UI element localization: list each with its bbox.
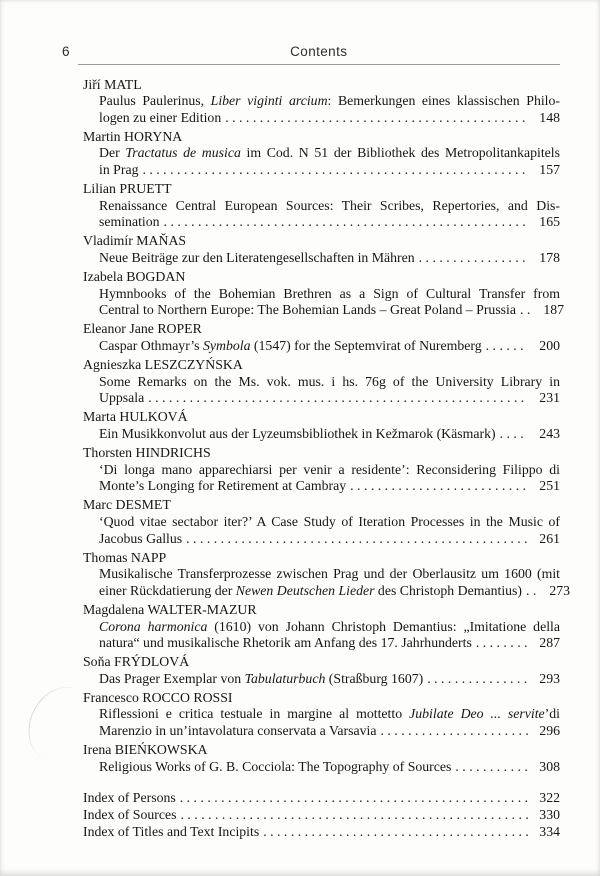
toc-author: Marc DESMET: [83, 497, 171, 513]
title-text-segment: Marenzio in un’intavolatura conservata a Varsavia: [99, 723, 377, 739]
dot-leader: [482, 338, 528, 355]
title-italic-segment: Corona harmonica: [99, 618, 208, 634]
entry-page-number: 148: [539, 109, 560, 125]
title-text-segment: ‘Di longa mano apparechiarsi per venir a residente’: Reconsidering Filippo di: [99, 461, 560, 477]
title-text-segment: Ein Musikkonvolut aus der Lyzeumsbibliothek in Kežmarok (Käsmark): [99, 425, 496, 441]
dot-leader: [221, 110, 528, 127]
toc-entry: [83, 269, 565, 319]
title-text-segment: semination: [99, 214, 160, 230]
header-page-number: 6: [62, 44, 70, 59]
title-text-segment: Jacobus Gallus: [99, 530, 183, 546]
index-label: Index of Persons: [83, 790, 176, 806]
toc-title-text: [99, 302, 516, 319]
title-text-segment: in Prag: [99, 162, 139, 178]
dot-leader: [415, 250, 528, 267]
title-text-segment: Caspar Othmayr’s: [99, 338, 203, 353]
title-text-segment: (1547) for the Septemvirat of Nuremberg: [250, 338, 482, 353]
title-text-segment: : Bemerkungen eines klassischen Philo-: [327, 93, 560, 109]
toc-title-text: [99, 110, 221, 127]
title-text-segment: (1610) von Johann Christoph Demantius: „Imitatione della: [207, 618, 560, 634]
toc-author: Thorsten HINDRICHS: [83, 445, 211, 461]
toc-title-text: [99, 514, 560, 529]
title-italic-segment: Newen Deutschen Lieder: [235, 582, 375, 598]
dot-leader: [177, 807, 529, 824]
page-title: Contents: [290, 44, 348, 59]
toc-title-line: [99, 198, 560, 215]
toc-title-line: [99, 145, 560, 162]
toc-title-text: [99, 374, 560, 389]
toc-title-line: [99, 93, 560, 110]
entry-page-number: 261: [539, 530, 560, 546]
toc-title-line: [99, 338, 560, 355]
toc-title-line: [99, 250, 560, 267]
title-text-segment: des Christoph Demantius): [374, 582, 523, 598]
entry-page-number: 273: [549, 582, 571, 598]
entry-page-number: 165: [539, 214, 560, 230]
toc-title-text: [99, 723, 377, 740]
toc-title-line: [99, 214, 560, 231]
toc-title-text: [99, 635, 472, 652]
toc-author: Eleanor Jane ROPER: [83, 321, 202, 337]
title-text-segment: Monte’s Longing for Retirement at Cambray: [99, 478, 347, 494]
toc-author: Irena BIEŃKOWSKA: [83, 742, 208, 758]
toc-entries: [83, 76, 571, 776]
index-label: Index of Titles and Text Incipits: [83, 823, 260, 839]
toc-title-line: [99, 671, 560, 688]
title-italic-segment: Symbola: [202, 338, 251, 353]
toc-title-line: [99, 759, 560, 776]
toc-title-text: [99, 671, 423, 688]
toc-title-text: [99, 198, 560, 213]
title-text-segment: Hymnbooks of the Bohemian Brethren as a Sign of Cultural Transfer from: [99, 285, 560, 301]
toc-title-line: [99, 162, 560, 179]
toc-title-line: [99, 514, 560, 531]
dot-leader: [160, 214, 528, 231]
toc-title-text: [99, 759, 451, 776]
toc-author: Francesco ROCCO ROSSI: [83, 689, 233, 705]
index-label: Index of Sources: [83, 806, 177, 822]
toc-title-text: [99, 478, 346, 495]
toc-title-line: [99, 706, 560, 723]
page-header: [62, 44, 560, 65]
entry-page-number: 293: [539, 670, 560, 686]
toc-title-line: [99, 390, 560, 407]
title-text-segment: Paulus Paulerinus,: [99, 93, 211, 109]
toc-title-text: [99, 706, 560, 721]
dot-leader: [346, 478, 528, 495]
entry-page-number: 334: [539, 823, 560, 839]
toc-author: Lilian PRUETT: [83, 181, 172, 197]
entry-page-number: 231: [539, 390, 560, 406]
dot-leader: [423, 671, 528, 688]
entry-page-number: 322: [539, 790, 560, 806]
toc-entry: [83, 77, 560, 127]
toc-entry: [83, 233, 560, 266]
toc-title-text: [99, 214, 160, 231]
toc-title-line: [99, 110, 560, 127]
dot-leader: [259, 824, 528, 841]
toc-author: Jiří MATL: [83, 76, 142, 92]
toc-entry: [83, 321, 560, 354]
title-text-segment: Musikalische Transferprozesse zwischen Prag und der Oberlausitz um 1600 (mit: [99, 566, 560, 582]
toc-title-text: [99, 619, 560, 634]
toc-entry: [83, 445, 560, 495]
title-text-segment: im Cod. N 51 der Bibliothek des Metropolitankapitels: [240, 145, 560, 161]
toc-entry: [83, 181, 560, 231]
toc-title-text: [99, 338, 482, 355]
toc-title-text: [99, 426, 496, 443]
entry-page-number: 308: [539, 758, 560, 774]
title-italic-segment: Jubilate Deo ... servite: [409, 706, 545, 722]
toc-entry: [83, 690, 560, 740]
index-list: [83, 790, 560, 840]
toc-author: Vladimír MAŇAS: [83, 233, 187, 249]
title-text-segment: Riflessioni e critica testuale in margine al mottetto: [99, 706, 410, 722]
title-italic-segment: Liber viginti arcium: [210, 93, 328, 109]
toc-author: Soňa FRÝDLOVÁ: [83, 654, 190, 670]
dot-leader: [144, 390, 528, 407]
entry-page-number: 178: [539, 250, 560, 266]
entry-page-number: 157: [539, 162, 560, 178]
entry-page-number: 243: [539, 425, 560, 441]
dot-leader: [377, 723, 529, 740]
toc-entry: [83, 654, 560, 687]
toc-entry: [83, 742, 560, 775]
toc-author: Marta HULKOVÁ: [83, 409, 188, 425]
title-text-segment: ’di: [544, 706, 560, 722]
title-text-segment: Neue Beiträge zur den Literatengesellschaften in Mähren: [99, 250, 415, 266]
title-text-segment: (Straßburg 1607): [325, 670, 424, 686]
toc-title-text: [99, 462, 560, 477]
entry-page-number: 287: [539, 635, 560, 651]
title-italic-segment: Tractatus de musica: [125, 145, 241, 161]
dot-leader: [472, 635, 528, 652]
index-row: [83, 824, 560, 841]
entry-page-number: 296: [539, 723, 560, 739]
title-text-segment: Central to Northern Europe: The Bohemian Lands – Great Poland – Prussia: [99, 302, 517, 318]
toc-title-line: [99, 723, 560, 740]
toc-title-line: [99, 374, 560, 391]
entry-page-number: 187: [543, 302, 565, 318]
dot-leader: [138, 162, 528, 179]
header-rule: [78, 44, 560, 65]
dot-leader: [176, 790, 528, 807]
title-text-segment: ‘Quod vitae sectabor iter?’ A Case Study of Iteration Processes in the Music of: [99, 513, 560, 529]
title-text-segment: Uppsala: [99, 390, 145, 406]
title-text-segment: Some Remarks on the Ms. vok. mus. i hs. 76g of the University Library in: [99, 373, 560, 389]
title-text-segment: natura“ und musikalische Rhetorik am Anfang des 17. Jahrhunderts: [99, 635, 472, 651]
index-row: [83, 790, 560, 807]
dot-leader: [516, 302, 532, 319]
toc-title-line: [99, 478, 560, 495]
toc-entry: [83, 129, 560, 179]
toc-title-line: [99, 302, 565, 319]
toc-author: Thomas NAPP: [83, 549, 167, 565]
toc-entry: [83, 602, 560, 652]
index-row: [83, 807, 560, 824]
toc-title-text: [99, 286, 560, 301]
toc-title-line: [99, 566, 560, 583]
entry-page-number: 251: [539, 478, 560, 494]
toc-title-text: [99, 531, 182, 548]
toc-title-line: [99, 635, 560, 652]
toc-entry: [83, 549, 571, 600]
toc-entry: [83, 357, 560, 407]
dot-leader: [451, 759, 528, 776]
toc-entry: [83, 497, 560, 547]
toc-title-line: [99, 531, 560, 548]
toc-title-line: [99, 426, 560, 443]
title-text-segment: logen zu einer Edition: [99, 109, 222, 125]
toc-author: Izabela BOGDAN: [83, 269, 186, 285]
title-text-segment: Das Prager Exemplar von: [99, 670, 245, 686]
toc-author: Magdalena WALTER-MAZUR: [83, 601, 257, 617]
toc-title-text: [99, 162, 138, 179]
title-text-segment: Renaissance Central European Sources: Their Scribes, Repertories, and Dis-: [99, 197, 560, 213]
dot-leader: [522, 583, 538, 600]
toc-title-text: [99, 583, 522, 600]
toc-title-text: [99, 250, 415, 267]
toc-title-text: [99, 93, 560, 108]
dot-leader: [496, 426, 528, 443]
title-text-segment: einer Rückdatierung der: [99, 582, 236, 598]
dot-leader: [182, 531, 528, 548]
toc-title-line: [99, 582, 571, 600]
toc-entry: [83, 409, 560, 442]
entry-page-number: 200: [539, 338, 560, 353]
title-text-segment: Der: [99, 145, 126, 161]
toc-author: Agnieszka LESZCZYŃSKA: [83, 357, 243, 373]
toc-title-text: [99, 145, 560, 160]
toc-title-line: [99, 462, 560, 479]
toc-title-line: [99, 286, 560, 303]
toc-title-text: [99, 566, 560, 581]
title-text-segment: Religious Works of G. B. Cocciola: The Topography of Sources: [99, 758, 452, 774]
entry-page-number: 330: [539, 806, 560, 822]
toc-title-line: [99, 619, 560, 636]
title-italic-segment: Tabulaturbuch: [244, 670, 326, 686]
toc-title-text: [99, 390, 144, 407]
toc-author: Martin HORYNA: [83, 128, 183, 144]
